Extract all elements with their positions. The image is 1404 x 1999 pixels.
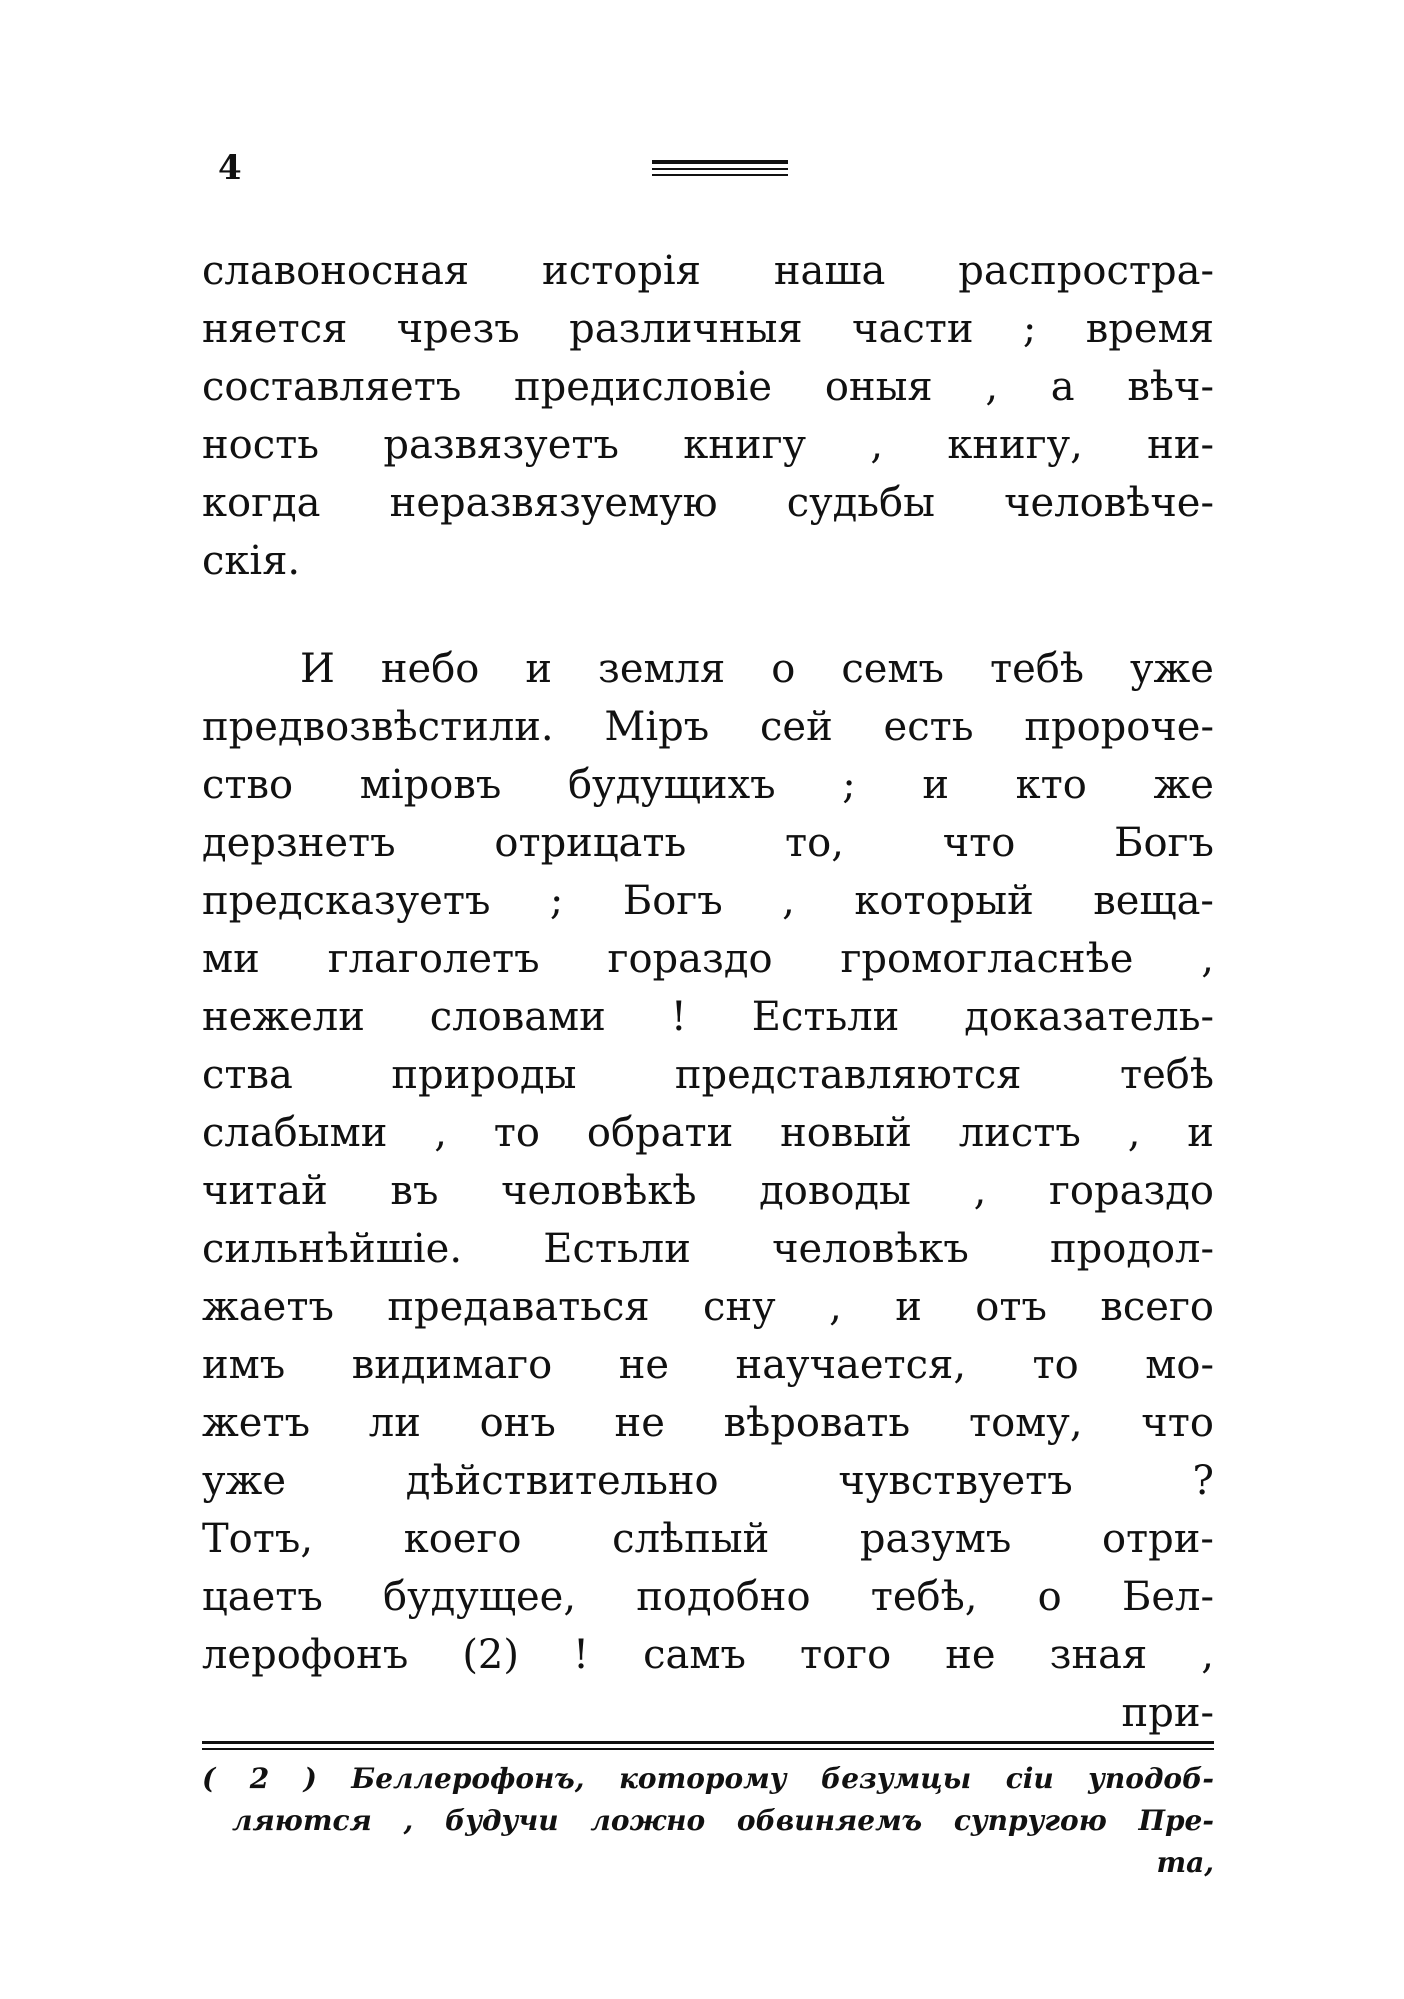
- text-line: цаетъ будущее, подобно тебѣ, о Бел-: [202, 1574, 1214, 1620]
- text-line: слабыми , то обрати новый листъ , и: [202, 1110, 1214, 1156]
- footnote-line: та,: [1156, 1846, 1214, 1879]
- footnote-line: ( 2 ) Беллерофонъ, которому безумцы сіи уподоб-: [202, 1762, 1214, 1795]
- paragraph-2: [202, 640, 1214, 1742]
- text-line: предсказуетъ ; Богъ , который веща-: [202, 878, 1214, 924]
- text-line: лерофонъ (2) ! самъ того не зная ,: [202, 1632, 1214, 1678]
- text-line: ность развязуетъ книгу , книгу, ни-: [202, 422, 1214, 468]
- text-line: няется чрезъ различныя части ; время: [202, 306, 1214, 352]
- text-line: имъ видимаго не научается, то мо-: [202, 1342, 1214, 1388]
- text-line: сильнѣйшіе. Естьли человѣкъ продол-: [202, 1226, 1214, 1272]
- text-line: жаетъ предаваться сну , и отъ всего: [202, 1284, 1214, 1330]
- text-line: дерзнетъ отрицать то, что Богъ: [202, 820, 1214, 866]
- text-line: скія.: [202, 538, 301, 584]
- text-line: И небо и земля о семъ тебѣ уже: [300, 646, 1214, 692]
- text-line: уже дѣйствительно чувствуетъ ?: [202, 1458, 1214, 1504]
- text-line: нежели словами ! Естьли доказатель-: [202, 994, 1214, 1040]
- footnote-line: ляются , будучи ложно обвиняемъ супругою Пре-: [232, 1804, 1214, 1837]
- text-line: ство міровъ будущихъ ; и кто же: [202, 762, 1214, 808]
- paragraph-1: [202, 242, 1214, 590]
- footnote: [202, 1758, 1214, 1884]
- text-line: составляетъ предисловіе оныя , а вѣч-: [202, 364, 1214, 410]
- text-line: жетъ ли онъ не вѣровать тому, что: [202, 1400, 1214, 1446]
- text-line: Тотъ, коего слѣпый разумъ отри-: [202, 1516, 1214, 1562]
- catchword: при-: [1121, 1690, 1214, 1736]
- text-line: ства природы представляются тебѣ: [202, 1052, 1214, 1098]
- text-line: читай въ человѣкѣ доводы , гораздо: [202, 1168, 1214, 1214]
- text-line: ми глаголетъ гораздо громогласнѣе ,: [202, 936, 1214, 982]
- text-line: предвозвѣстили. Міръ сей есть пророче-: [202, 704, 1214, 750]
- header-rule: [652, 160, 788, 180]
- text-line: когда неразвязуемую судьбы человѣче-: [202, 480, 1214, 526]
- page-number: 4: [218, 148, 242, 188]
- text-line: славоносная исторія наша распростра-: [202, 248, 1214, 294]
- footnote-rule: [202, 1741, 1214, 1754]
